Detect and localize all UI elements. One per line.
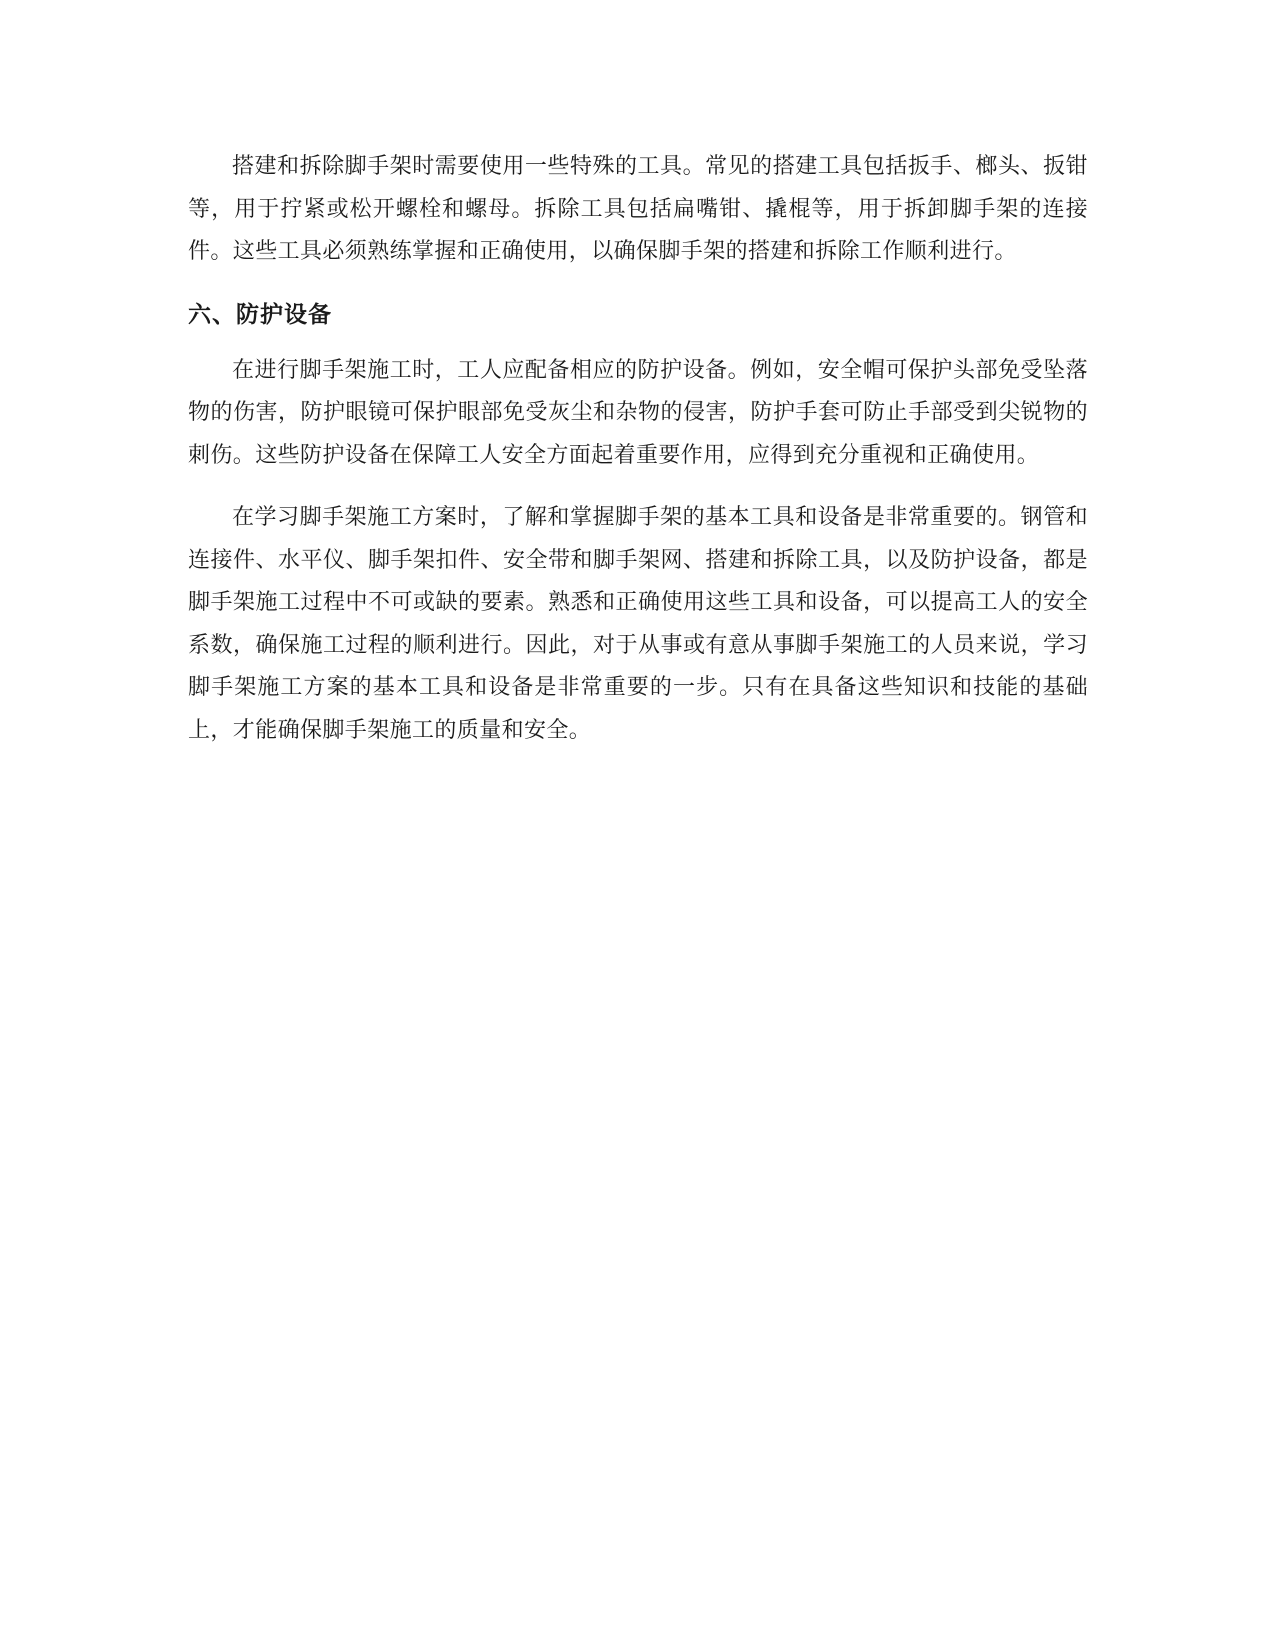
paragraph-protection: 在进行脚手架施工时，工人应配备相应的防护设备。例如，安全帽可保护头部免受坠落物的伤害，防护眼镜可保护眼部免受灰尘和杂物的侵害，防护手套可防止手部受到尖锐物的刺伤。这些防护设备在保障工人安全方面起着重要作用，应得到充分重视和正确使用。 [188,357,1088,468]
document-page [188,146,1088,752]
paragraph-tools: 搭建和拆除脚手架时需要使用一些特殊的工具。常见的搭建工具包括扳手、榔头、扳钳等，用于拧紧或松开螺栓和螺母。拆除工具包括扁嘴钳、撬棍等，用于拆卸脚手架的连接件。这些工具必须熟练掌握和正确使用，以确保脚手架的搭建和拆除工作顺利进行。 [188,154,1088,264]
paragraph-gap [188,477,1088,497]
paragraph-conclusion: 在学习脚手架施工方案时，了解和掌握脚手架的基本工具和设备是非常重要的。钢管和连接件、水平仪、脚手架扣件、安全带和脚手架网、搭建和拆除工具，以及防护设备，都是脚手架施工过程中不可或缺的要素。熟悉和正确使用这些工具和设备，可以提高工人的安全系数，确保施工过程的顺利进行。因此，对于从事或有意从事脚手架施工的人员来说，学习脚手架施工方案的基本工具和设备是非常重要的一步。只有在具备这些知识和技能的基础上，才能确保脚手架施工的质量和安全。 [188,505,1088,743]
section-heading-protection: 六、防护设备 [188,301,332,328]
